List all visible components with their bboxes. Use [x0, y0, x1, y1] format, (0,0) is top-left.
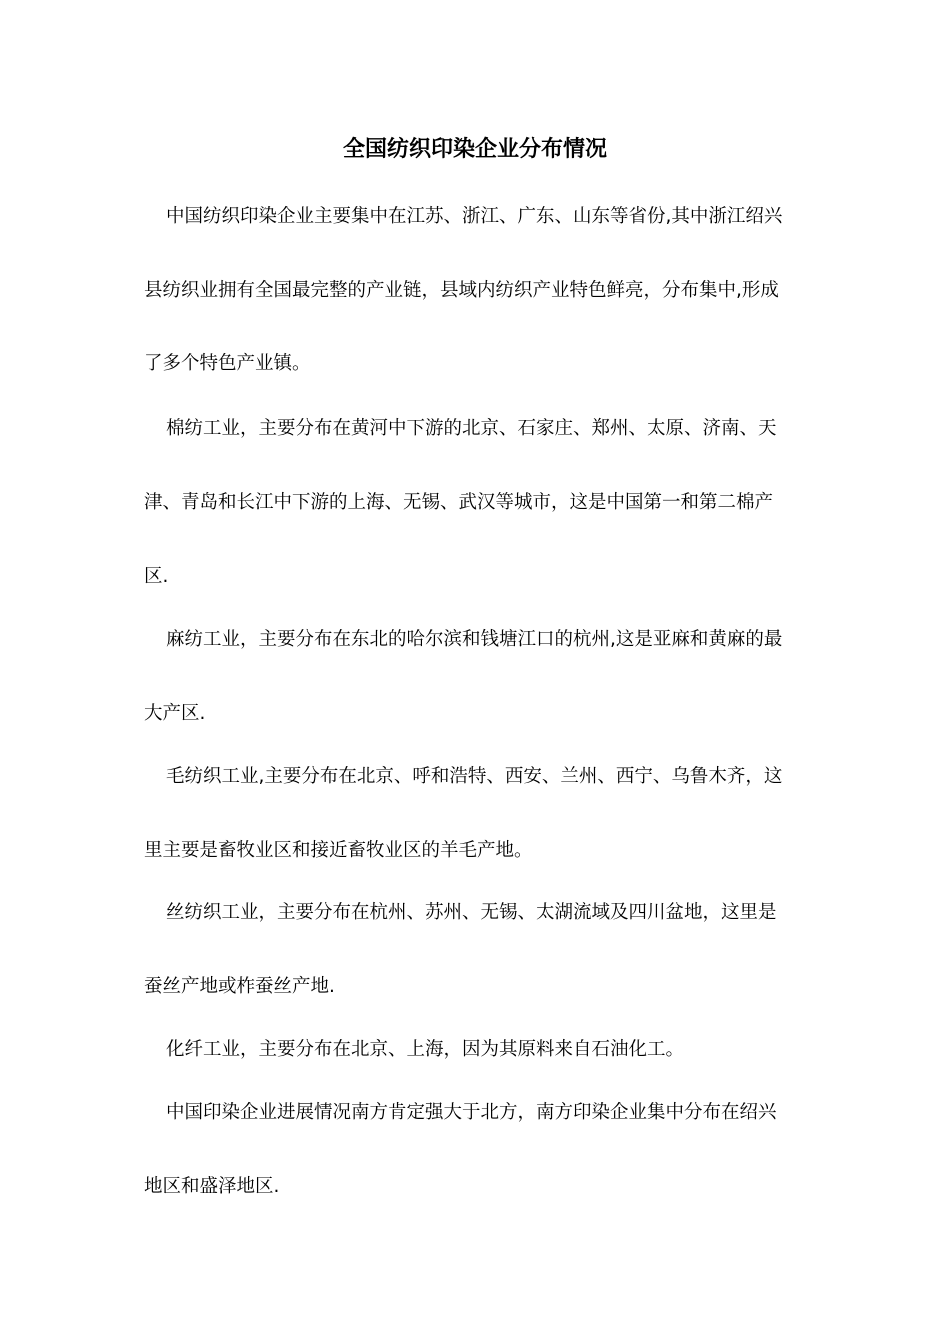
paragraph-line: 蚕丝产地或柞蚕丝产地.: [144, 976, 335, 997]
paragraph-line: 区.: [144, 566, 169, 587]
document-title: 全国纺织印染企业分布情况: [342, 137, 607, 162]
paragraph-line: 里主要是畜牧业区和接近畜牧业区的羊毛产地。: [144, 840, 533, 861]
paragraph-line: 丝纺织工业，主要分布在杭州、苏州、无锡、太湖流域及四川盆地，这里是: [166, 902, 777, 923]
paragraph-line: 津、青岛和长江中下游的上海、无锡、武汉等城市，这是中国第一和第二棉产: [144, 492, 774, 513]
paragraph-line: 县纺织业拥有全国最完整的产业链，县域内纺织产业特色鲜亮，分布集中,形成: [144, 280, 779, 301]
paragraph-line: 了多个特色产业镇。: [144, 353, 311, 374]
paragraph-line: 化纤工业，主要分布在北京、上海，因为其原料来自石油化工。: [166, 1039, 685, 1060]
paragraph-line: 中国纺织印染企业主要集中在江苏、浙江、广东、山东等省份,其中浙江绍兴: [166, 206, 783, 227]
paragraph-line: 棉纺工业，主要分布在黄河中下游的北京、石家庄、郑州、太原、济南、天: [166, 418, 777, 439]
paragraph-line: 麻纺工业，主要分布在东北的哈尔滨和钱塘江口的杭州,这是亚麻和黄麻的最: [166, 629, 783, 650]
paragraph-line: 毛纺织工业,主要分布在北京、呼和浩特、西安、兰州、西宁、乌鲁木齐，这: [166, 766, 783, 787]
paragraph-line: 地区和盛泽地区.: [144, 1176, 280, 1197]
paragraph-line: 大产区.: [144, 703, 206, 724]
paragraph-line: 中国印染企业进展情况南方肯定强大于北方，南方印染企业集中分布在绍兴: [166, 1102, 777, 1123]
